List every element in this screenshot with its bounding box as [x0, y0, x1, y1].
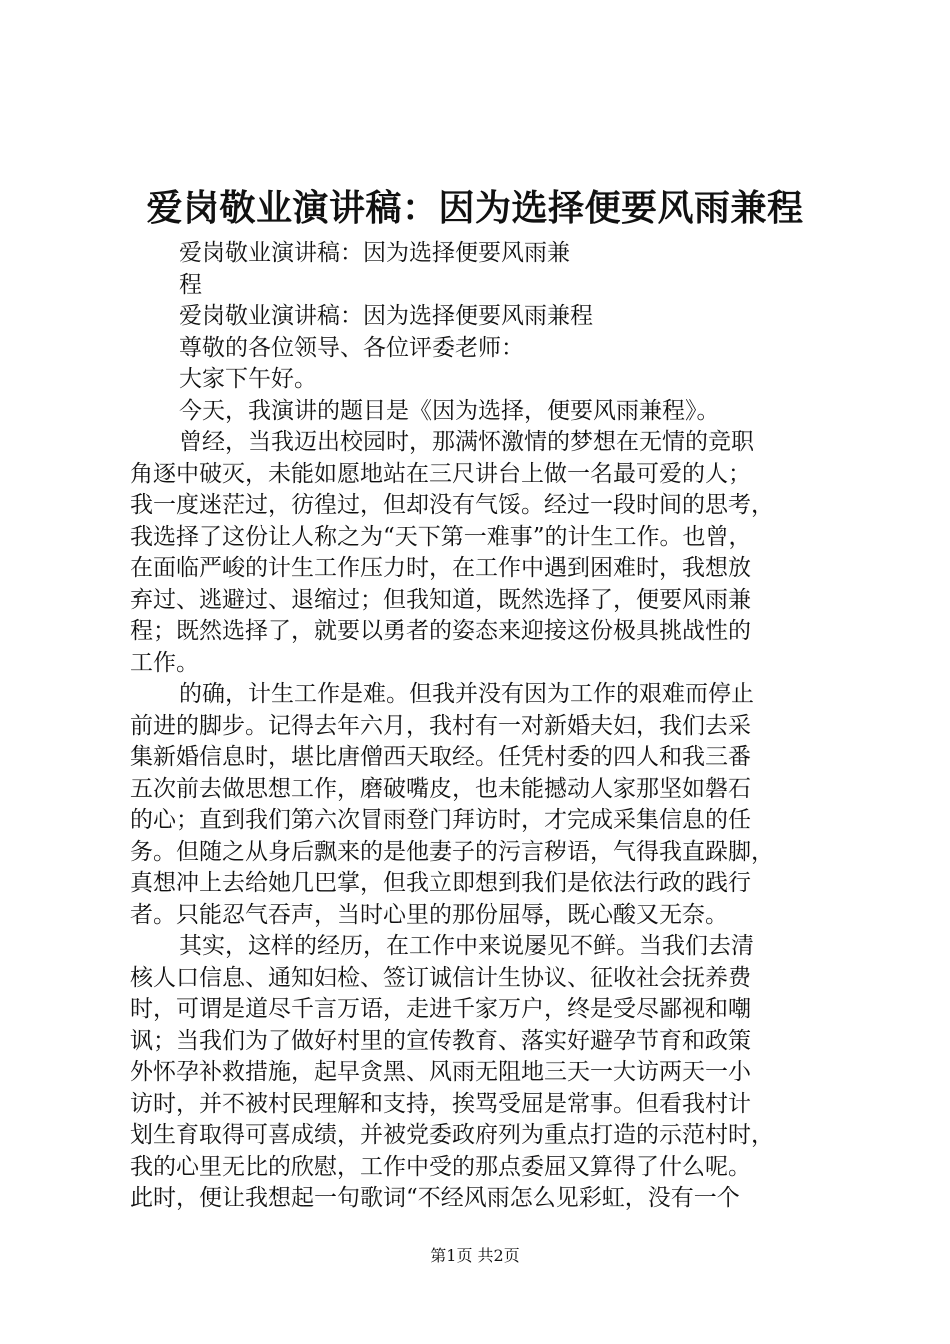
text-line: 访时，并不被村民理解和支持，挨骂受屈是常事。但看我村计 — [130, 1090, 751, 1117]
text-line: 我选择了这份让人称之为“天下第一难事”的计生工作。也曾， — [130, 523, 752, 550]
text-line: 集新婚信息时，堪比唐僧西天取经。任凭村委的四人和我三番 — [130, 744, 751, 770]
text-line: 程 — [179, 271, 202, 298]
text-line: 我一度迷茫过，彷徨过，但却没有气馁。经过一段时间的思考， — [130, 492, 774, 518]
text-line: 五次前去做思想工作，磨破嘴皮，也未能撼动人家那坚如磐石 — [130, 775, 751, 802]
text-line: 真想冲上去给她几巴掌，但我立即想到我们是依法行政的践行 — [130, 870, 751, 896]
document-title: 爱岗敬业演讲稿：因为选择便要风雨兼程 — [146, 187, 804, 229]
document-body — [130, 238, 830, 1215]
text-line: 者。只能忍气吞声，当时心里的那份屈辱，既心酸又无奈。 — [130, 901, 728, 928]
text-line: 此时，便让我想起一句歌词“不经风雨怎么见彩虹，没有一个 — [130, 1185, 740, 1211]
text-line: 爱岗敬业演讲稿：因为选择便要风雨兼 — [179, 240, 570, 266]
text-line: 尊敬的各位领导、各位评委老师： — [179, 334, 524, 361]
text-line: 务。但随之从身后飘来的是他妻子的污言秽语，气得我直跺脚， — [130, 838, 774, 865]
text-line: 的确，计生工作是难。但我并没有因为工作的艰难而停止 — [179, 681, 754, 707]
text-line: 时，可谓是道尽千言万语，走进千家万户，终是受尽鄙视和嘲 — [130, 996, 751, 1022]
text-line: 前进的脚步。记得去年六月，我村有一对新婚夫妇，我们去采 — [130, 712, 751, 739]
text-line: 大家下午好。 — [179, 366, 317, 392]
text-line: 划生育取得可喜成绩，并被党委政府列为重点打造的示范村时， — [130, 1122, 774, 1148]
text-line: 的心；直到我们第六次冒雨登门拜访时，才完成采集信息的任 — [130, 807, 751, 833]
text-line: 爱岗敬业演讲稿：因为选择便要风雨兼程 — [179, 303, 593, 329]
text-line: 弃过、逃避过、退缩过；但我知道，既然选择了，便要风雨兼 — [130, 586, 751, 613]
text-line: 曾经，当我迈出校园时，那满怀激情的梦想在无情的竞职 — [179, 429, 754, 455]
text-line: 核人口信息、通知妇检、签订诚信计生协议、征收社会抚养费 — [130, 964, 751, 991]
text-line: 讽；当我们为了做好村里的宣传教育、落实好避孕节育和政策 — [130, 1027, 751, 1054]
text-line: 在面临严峻的计生工作压力时，在工作中遇到困难时，我想放 — [130, 555, 751, 581]
text-line: 今天，我演讲的题目是《因为选择，便要风雨兼程》。 — [179, 397, 720, 424]
text-line: 我的心里无比的欣慰，工作中受的那点委屈又算得了什么呢。 — [130, 1153, 751, 1180]
text-line: 工作。 — [130, 649, 199, 676]
text-line: 其实，这样的经历，在工作中来说屡见不鲜。当我们去清 — [179, 933, 754, 959]
text-line: 角逐中破灭，未能如愿地站在三尺讲台上做一名最可爱的人； — [130, 460, 751, 487]
page-footer: 第1页 共2页 — [430, 1246, 520, 1265]
text-line: 外怀孕补救措施，起早贪黑、风雨无阻地三天一大访两天一小 — [130, 1059, 751, 1085]
text-line: 程；既然选择了，就要以勇者的姿态来迎接这份极具挑战性的 — [130, 618, 751, 644]
